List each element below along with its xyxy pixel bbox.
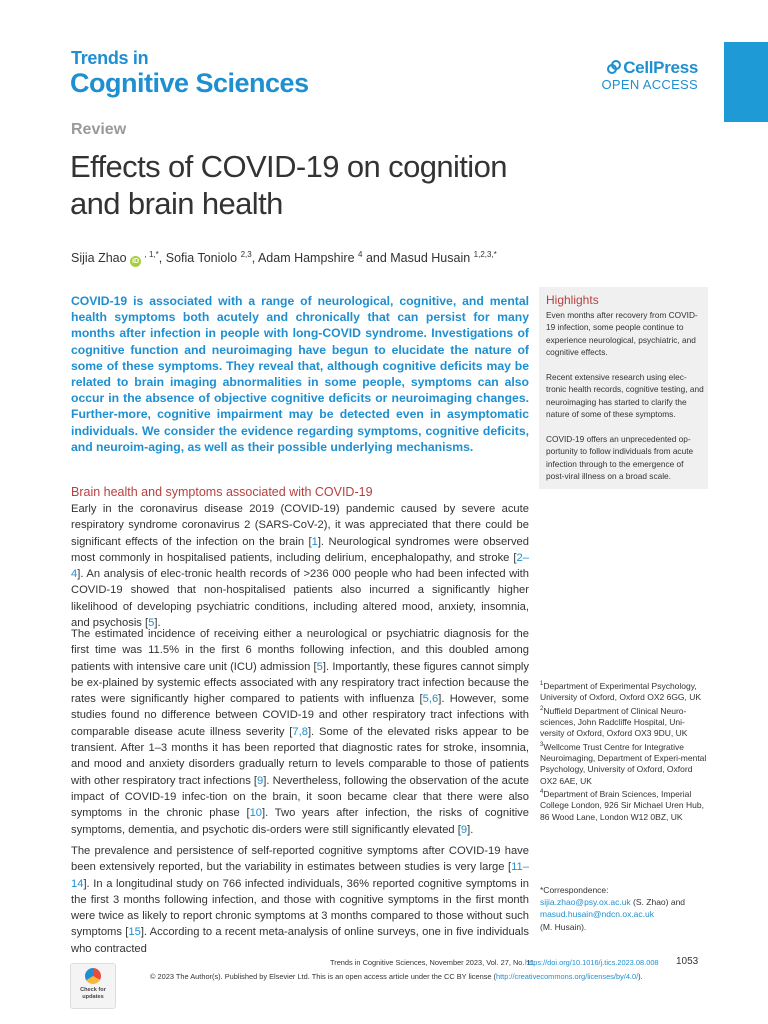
correspondence bbox=[540, 884, 708, 933]
reference-link[interactable]: 5,6 bbox=[422, 693, 439, 706]
affiliation-item: $^4$Department of Brain Sciences, Imperial College London, 926 Sir Michael Uren Hub, 86 Wood Lane, London W12 0BZ, UK bbox=[540, 788, 704, 822]
paragraph-text: ]. Some of the elevated risks appear to be transient. After 1–3 months it has been reported that diagnostic rates for stroke, insomnia, and mood and anxiety disorders gradually return to levels comparable to those of patients with other respiratory tract infections [ bbox=[71, 725, 529, 787]
license-link[interactable]: http://creativecommons.org/licenses/by/4.0/ bbox=[496, 972, 639, 981]
paragraph-text: The prevalence and persistence of self-reported cognitive symptoms after COVID-19 have been extensively reported, but the variability in estimates between studies is very large [ bbox=[71, 845, 529, 874]
badge-text: Check for updates bbox=[80, 987, 106, 1000]
cellpress-logo-icon bbox=[607, 60, 621, 74]
affiliation-item: $^1$Department of Experimental Psychology, University of Oxford, Oxford OX2 6GG, UK bbox=[540, 680, 702, 703]
article-type: Review bbox=[71, 121, 127, 138]
paragraph-text: ]. In a longitudinal study on 766 infected individuals, 36% reported cognitive symptoms in the first 3 months following infection, and those with cognitive symptoms in the first month were twice as likely to report chronic symptoms at 3 months compared to those without such symptoms [ bbox=[71, 877, 529, 939]
body-paragraph bbox=[71, 501, 529, 631]
license-text-end: ). bbox=[638, 972, 643, 981]
email-link[interactable]: sijia.zhao@psy.ox.ac.uk bbox=[540, 897, 631, 908]
footer-license bbox=[150, 972, 700, 981]
publisher-logo[interactable] bbox=[594, 58, 698, 91]
journal-color-tab bbox=[724, 42, 768, 122]
reference-link[interactable]: 5 bbox=[148, 617, 155, 630]
email-link[interactable]: masud.husain@ndcn.ox.ac.uk bbox=[540, 909, 654, 920]
reference-link[interactable]: 11–14 bbox=[71, 861, 529, 890]
author-list: Sijia Zhao iD $^{, 1,*}$, Sofia Toniolo $^{2,3}$, Adam Hampshire $^4$ and Masud Husain $^{1,2,3,*}$ bbox=[71, 250, 497, 266]
affiliations bbox=[540, 679, 708, 823]
reference-link[interactable]: 5 bbox=[316, 660, 323, 673]
paragraph-text: ]. Neurological syndromes were observed most commonly in hospitalised patients, including delirium, encephalopathy, and stroke [ bbox=[71, 535, 529, 564]
paragraph-text: ]. According to a recent meta-analysis of online surveys, one in five individuals who contracted bbox=[71, 926, 529, 955]
author-name: and Masud Husain bbox=[365, 251, 474, 266]
paragraph-text: ]. bbox=[154, 617, 161, 630]
author-affiliation-mark: 2,3 bbox=[240, 250, 252, 259]
reference-link[interactable]: 7,8 bbox=[292, 725, 308, 738]
section-heading: Brain health and symptoms associated with COVID-19 bbox=[71, 485, 373, 499]
page-number: 1053 bbox=[676, 956, 699, 967]
orcid-icon[interactable]: iD bbox=[132, 258, 140, 266]
correspondence-label: *Correspondence: bbox=[540, 885, 609, 895]
crossmark-icon bbox=[85, 968, 101, 984]
author-affiliation-mark: , 1,* bbox=[144, 250, 159, 259]
reference-link[interactable]: 1 bbox=[311, 535, 318, 548]
reference-link[interactable]: 9 bbox=[257, 774, 264, 787]
footer-citation: Trends in Cognitive Sciences, November 2023, Vol. 27, No. 11 bbox=[330, 958, 535, 967]
reference-link[interactable]: 9 bbox=[460, 823, 468, 836]
paragraph-text: ]. Importantly, these figures cannot simply be ex-plained by systemic effects associated with any respiratory tract infection because the rates were significantly higher compared to patients with influenza [ bbox=[71, 660, 530, 706]
highlights-title: Highlights bbox=[546, 293, 599, 307]
reference-link[interactable]: 10 bbox=[249, 807, 263, 820]
license-text: © 2023 The Author(s). Published by Elsevier Ltd. This is an open access article under the CC BY license ( bbox=[150, 972, 497, 981]
publisher-logo-text: CellPress bbox=[623, 58, 698, 77]
open-access-label: OPEN ACCESS bbox=[601, 77, 698, 92]
highlight-item: COVID-19 offers an unprecedented op-portunity to follow individuals from acute infection through to the emergence of post-viral illness on a broad scale. bbox=[546, 434, 694, 482]
affiliation-item: $^2$Nuffield Department of Clinical Neuro-sciences, John Radcliffe Hospital, Uni-versity of Oxford, Oxford OX3 9DU, UK bbox=[540, 705, 688, 739]
abstract: COVID-19 is associated with a range of neurological, cognitive, and mental health symptoms both acutely and chronically that can persist for many months after infection in people with long-COVID syndrome. Investigations of cognitive function and neuroimaging have begun to elucidate the nature of some of these symptoms. They reveal that, although cognitive deficits may be related to brain imaging abnormalities in some people, symptoms can also occur in the absence of objective cognitive deficits or neuroimaging changes. Further-more, cognitive impairment may be detected even in asymptomatic individuals. We consider the evidence regarding symptoms, cognitive deficits, and neuroim-aging, as well as their possible underlying mechanisms. bbox=[71, 294, 529, 454]
paragraph-text: ]. Two years after infection, the risks of cognitive symptoms, dementia, and psychotic dis-orders were still significantly elevated [ bbox=[71, 807, 529, 836]
paragraph-text: ]. bbox=[467, 823, 474, 836]
author-affiliation-mark: 1,2,3,* bbox=[473, 250, 497, 259]
reference-link[interactable]: 15 bbox=[128, 926, 141, 939]
highlight-item: Even months after recovery from COVID-19 infection, some people continue to experience neurological, psychiatric, and cognitive effects. bbox=[546, 310, 698, 358]
paragraph-text: ]. An analysis of elec-tronic health records of >236 000 people who had been infected with COVID-19 showed that non-hospitalised patients also incurred a significantly higher likelihood of developing psychiatric conditions, including altered mood, anxiety, insomnia, and psychosis [ bbox=[71, 568, 529, 630]
article-title: Effects of COVID-19 on cognition and brain health bbox=[70, 149, 507, 221]
reference-link[interactable]: 2–4 bbox=[71, 551, 529, 581]
highlights-box bbox=[539, 287, 708, 489]
body-paragraph bbox=[71, 843, 529, 957]
author-affiliation-mark: 4 bbox=[358, 250, 363, 259]
paragraph-text: The estimated incidence of receiving either a neurological or psychiatric diagnosis for the first time was 11.5% in the first 6 months following infection, and this doubled among patients with intensive care unit (ICU) admission [ bbox=[71, 628, 529, 673]
author-name: Sofia Toniolo bbox=[165, 251, 241, 266]
journal-name-top: Trends in bbox=[71, 48, 149, 68]
body-paragraph bbox=[71, 626, 529, 838]
author-name: Adam Hampshire bbox=[257, 251, 358, 266]
correspondence-name: (M. Husain). bbox=[540, 921, 587, 932]
correspondence-name: (S. Zhao) and bbox=[630, 897, 686, 908]
paragraph-text: Early in the coronavirus disease 2019 (COVID-19) pandemic caused by severe acute respiratory syndrome coronavirus 2 (SARS-CoV-2), it was appreciated that there could be significant effects of the infection on the brain [ bbox=[71, 503, 529, 548]
paragraph-text: ]. Nevertheless, following the observation of the acute impact of COVID-19 infec-tion on the brain, it soon became clear that there were also symptoms in the chronic phase [ bbox=[71, 774, 529, 820]
doi-link[interactable]: https://doi.org/10.1016/j.tics.2023.08.008 bbox=[525, 958, 659, 967]
affiliation-item: $^3$Wellcome Trust Centre for Integrative Neuroimaging, Department of Experi-mental Psychology, University of Oxford, Oxford OX2 6AE, UK bbox=[540, 741, 707, 786]
check-for-updates-badge[interactable] bbox=[70, 963, 116, 1009]
paragraph-text: ]. However, some studies found no difference between COVID-19 and other respiratory tract infections with comparable disease acute illness severity [ bbox=[71, 693, 529, 738]
highlight-item: Recent extensive research using elec-tronic health records, cognitive testing, and neuroimaging has started to clarify the nature of some of these symptoms. bbox=[546, 372, 704, 420]
author-name: Sijia Zhao bbox=[71, 251, 131, 266]
journal-name-main: Cognitive Sciences bbox=[70, 68, 309, 98]
